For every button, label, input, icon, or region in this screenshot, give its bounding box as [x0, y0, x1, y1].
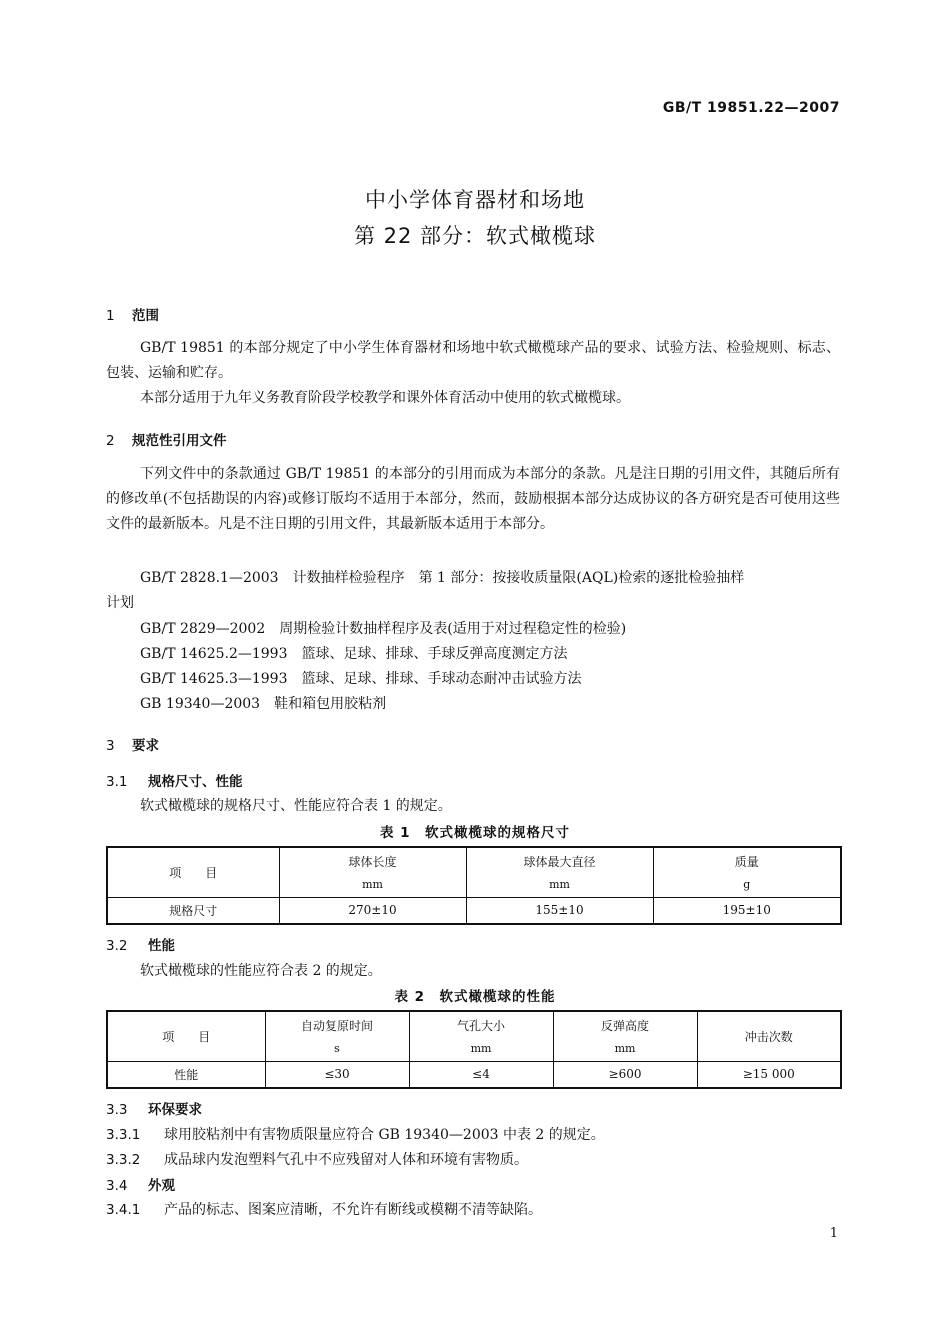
section-number: 3.2: [106, 938, 128, 954]
subsection-3-4-heading: [106, 1174, 175, 1194]
reference-3: GB/T 14625.2—1993 篮球、足球、排球、手球反弹高度测定方法: [140, 646, 568, 662]
table-1-caption: 表 1 软式橄榄球的规格尺寸: [379, 825, 571, 841]
column-header: [466, 847, 653, 897]
section-title: 外观: [148, 1178, 175, 1194]
section-number: 3.3: [106, 1102, 128, 1118]
subsection-3-2-text: 软式橄榄球的性能应符合表 2 的规定。: [140, 963, 382, 979]
column-header: [553, 1011, 697, 1061]
table-cell: 270±10: [279, 897, 466, 924]
clause-number: 3.4.1: [106, 1202, 141, 1218]
column-name: 反弹高度: [600, 1019, 649, 1034]
document-title-line2: 第 22 部分：软式橄榄球: [353, 224, 597, 248]
table-cell: ≥15 000: [697, 1061, 841, 1088]
column-name: 球体长度: [348, 855, 397, 870]
subsection-3-1-heading: [106, 770, 243, 790]
reference-4: GB/T 14625.3—1993 篮球、足球、排球、手球动态耐冲击试验方法: [140, 671, 582, 687]
column-unit: mm: [362, 878, 383, 892]
column-unit: mm: [470, 1042, 492, 1056]
subsection-3-1-text: 软式橄榄球的规格尺寸、性能应符合表 1 的规定。: [140, 798, 452, 814]
clause-number: 3.3.1: [106, 1127, 141, 1143]
page-number: 1: [829, 1226, 838, 1241]
row-label: 规格尺寸: [107, 897, 279, 924]
item-header-cell: 项 目: [107, 1011, 265, 1061]
column-name: 质量: [734, 855, 759, 870]
table-header-row: [107, 1011, 841, 1061]
clause-3-3-1: [106, 1124, 605, 1144]
section-3-heading: [106, 734, 159, 754]
reference-2: GB/T 2829—2002 周期检验计数抽样程序及表(适用于对过程稳定性的检验): [140, 621, 627, 637]
section-title: 规格尺寸、性能: [148, 774, 243, 790]
section-1-paragraph-1: GB/T 19851 的本部分规定了中小学生体育器材和场地中软式橄榄球产品的要求、试验方法、检验规则、标志、包装、运输和贮存。: [106, 340, 840, 381]
section-title: 要求: [132, 738, 159, 754]
section-number: 3: [106, 738, 115, 754]
section-title: 规范性引用文件: [132, 433, 227, 449]
clause-3-4-1: [106, 1199, 542, 1219]
standard-code: GB/T 19851.22—2007: [662, 100, 840, 116]
subsection-3-2-heading: [106, 934, 175, 954]
column-header: [279, 847, 466, 897]
column-unit: mm: [614, 1042, 636, 1056]
column-header: [697, 1011, 841, 1061]
document-title-line1: 中小学体育器材和场地: [365, 188, 585, 212]
clause-text: 产品的标志、图案应清晰，不允许有断线或模糊不清等缺陷。: [164, 1202, 542, 1218]
section-1-paragraph-2: 本部分适用于九年义务教育阶段学校教学和课外体育活动中使用的软式橄榄球。: [140, 390, 630, 406]
table-header-row: [107, 847, 841, 897]
subsection-3-3-heading: [106, 1098, 202, 1118]
column-unit: g: [743, 878, 751, 892]
table-row: [107, 897, 841, 924]
table-cell: ≥600: [553, 1061, 697, 1088]
table-cell: ≤4: [409, 1061, 553, 1088]
section-number: 1: [106, 308, 115, 324]
item-header-cell: 项 目: [107, 847, 279, 897]
table-2-caption: 表 2 软式橄榄球的性能: [394, 989, 556, 1005]
reference-1-continued: 计划: [106, 595, 134, 611]
row-label: 性能: [107, 1061, 265, 1088]
clause-text: 成品球内发泡塑料气孔中不应残留对人体和环境有害物质。: [164, 1152, 528, 1168]
table-row: [107, 1061, 841, 1088]
section-2-heading: [106, 429, 227, 449]
section-title: 性能: [148, 938, 175, 954]
section-number: 3.1: [106, 774, 128, 790]
table-2: [106, 1010, 842, 1089]
section-title: 范围: [132, 308, 159, 324]
column-name: 自动复原时间: [300, 1019, 373, 1034]
section-1-heading: [106, 304, 159, 324]
section-2-paragraph: 下列文件中的条款通过 GB/T 19851 的本部分的引用而成为本部分的条款。凡是注日期的引用文件，其随后所有的修改单(不包括勘误的内容)或修订版均不适用于本部分，然而，鼓励根据本部分达成协议的各方研究是否可使用这些文件的最新版本。凡是不注日期的引用文件，其最新版本适用于本部分。: [106, 466, 840, 532]
table-cell: 155±10: [466, 897, 653, 924]
column-name: 冲击次数: [744, 1029, 793, 1044]
clause-text: 球用胶粘剂中有害物质限量应符合 GB 19340—2003 中表 2 的规定。: [164, 1127, 605, 1143]
clause-number: 3.3.2: [106, 1152, 141, 1168]
table-cell: ≤30: [265, 1061, 409, 1088]
clause-3-3-2: [106, 1149, 528, 1169]
column-header: [653, 847, 841, 897]
table-cell: 195±10: [653, 897, 841, 924]
column-name: 气孔大小: [456, 1019, 505, 1034]
column-header: [409, 1011, 553, 1061]
section-title: 环保要求: [148, 1102, 202, 1118]
reference-5: GB 19340—2003 鞋和箱包用胶粘剂: [140, 696, 387, 712]
column-name: 球体最大直径: [523, 855, 596, 870]
reference-1: GB/T 2828.1—2003 计数抽样检验程序 第 1 部分：按接收质量限(AQL)检索的逐批检验抽样: [140, 570, 745, 586]
column-header: [265, 1011, 409, 1061]
column-unit: s: [334, 1042, 340, 1056]
section-number: 3.4: [106, 1178, 128, 1194]
table-1: [106, 846, 842, 925]
section-number: 2: [106, 433, 115, 449]
column-unit: mm: [549, 878, 570, 892]
